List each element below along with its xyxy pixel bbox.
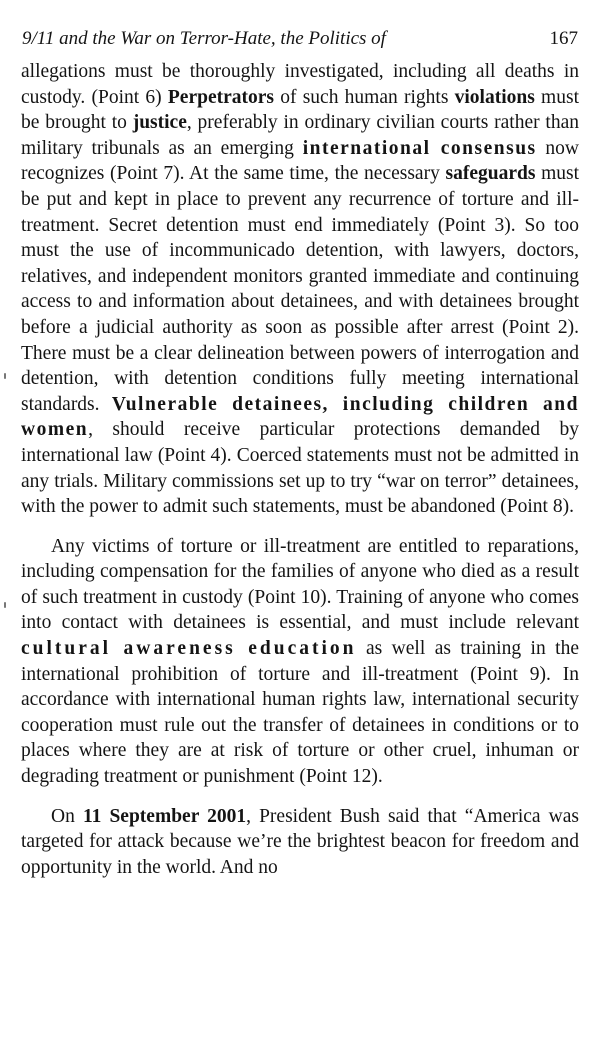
text-run: On: [51, 805, 83, 827]
bold-term-safeguards: safeguards: [445, 163, 536, 185]
paragraph-2: [21, 534, 579, 790]
text-run: allegations must be thoroughly investigated, including all deaths in custody. (Point 6): [21, 61, 579, 108]
bold-term-international-consensus: international consensus: [302, 137, 537, 159]
scan-margin-mark: [4, 602, 6, 608]
text-run: now recognizes (Point 7). At the same time, the necessary: [21, 137, 579, 185]
text-run: must be brought to: [21, 86, 579, 134]
text-run: must be put and kept in place to prevent any recurrence of torture and ill-treatment. Secret detention must end immediately (Point 3). So too must the use of incommunicado detention, with lawyers, doctors, relatives, and independent monitors granted immediate and continuing access to and information about detainees, and with detainees brought before a judicial authority as soon as possible after arrest (Point 2). There must be a clear delineation between powers of interrogation and detention, with detention conditions fully meeting international standards.: [21, 163, 579, 415]
bold-term-vulnerable-detainees: Vulnerable detainees, including children and women: [21, 393, 580, 441]
text-run: as well as training in the international prohibition of torture and ill-treatment (Point 9). In accordance with international human rights law, international security cooperation must rule out the transfer of detainees in conditions or to places where they are at risk of torture or other cruel, inhuman or degrading treatment or punishment (Point 12).: [21, 638, 580, 788]
text-run: , should receive particular protections demanded by international law (Point 4). Coerced statements must not be admitted in any trials. Military commissions set up to try “war on terror” detainees, with the power to admit such statements, must be abandoned (Point 8).: [21, 419, 579, 518]
bold-term-violations: violations: [454, 86, 535, 108]
text-run: , preferably in ordinary civilian courts rather than military tribunals as an emerging: [21, 112, 580, 159]
body-text: [21, 59, 579, 880]
bold-term-perpetrators: Perpetrators: [167, 86, 274, 108]
bold-term-justice: justice: [132, 112, 187, 134]
scan-margin-mark: [4, 373, 6, 379]
paragraph-3: [21, 804, 579, 881]
page-number: 167: [549, 28, 578, 49]
running-head-title: 9/11 and the War on Terror-Hate, the Politics of: [22, 28, 386, 49]
text-run: Any victims of torture or ill-treatment are entitled to reparations, including compensation for the families of anyone who died as a result of such treatment in custody (Point 10). Training of anyone who comes into contact with detainees is essential, and must include relevant: [21, 535, 579, 634]
running-head: [22, 26, 578, 52]
bold-term-cultural-awareness-education: cultural awareness education: [21, 638, 357, 660]
text-run: of such human rights: [274, 86, 455, 108]
paragraph-1: [21, 59, 579, 520]
bold-term-11-september-2001: 11 September 2001: [82, 805, 247, 827]
text-run: , President Bush said that “America was targeted for attack because we’re the brightest beacon for freedom and opportunity in the world. And no: [21, 805, 579, 878]
